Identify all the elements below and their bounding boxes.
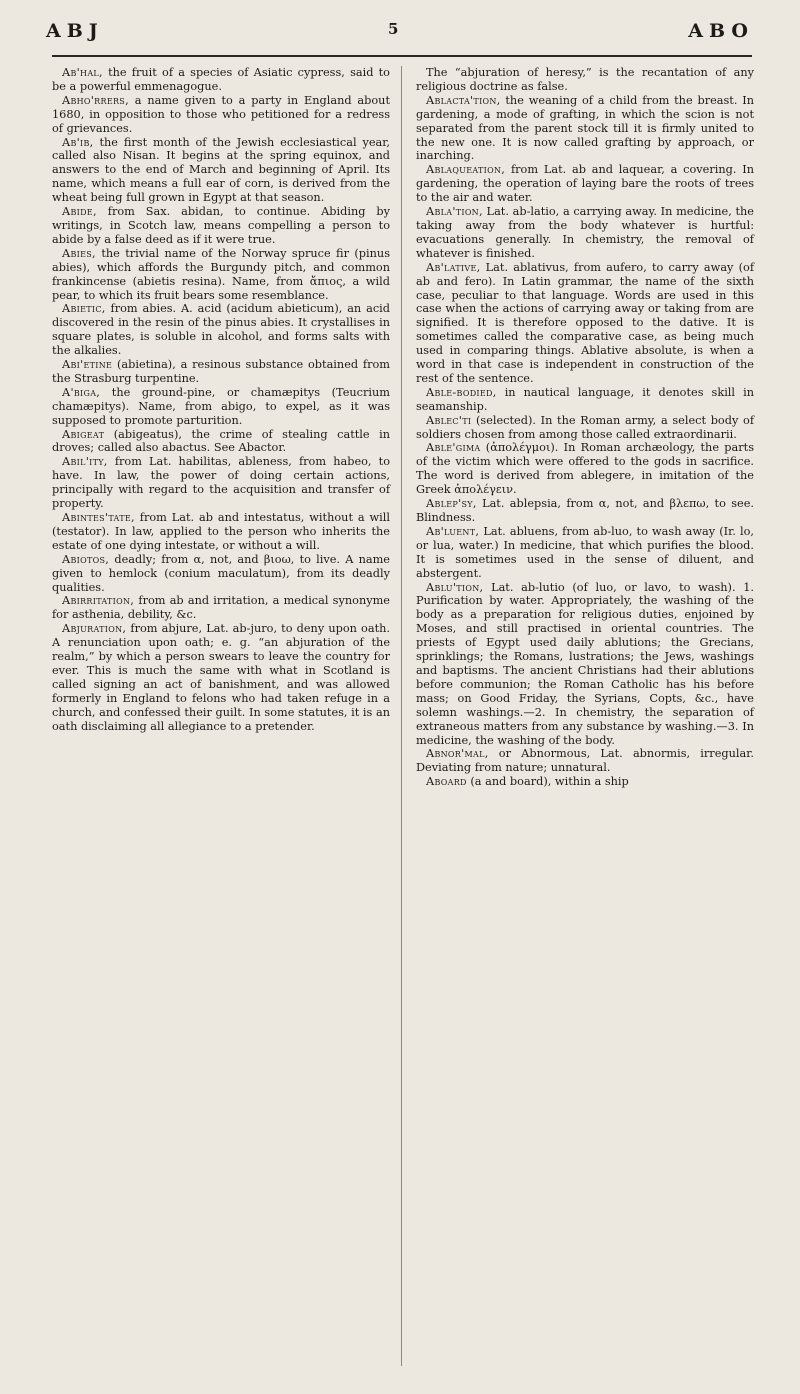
right-column (416, 66, 754, 789)
dictionary-entry (416, 497, 754, 525)
column-divider (401, 66, 402, 1366)
dictionary-entry (416, 747, 754, 775)
dictionary-entry (52, 553, 390, 595)
entry-headword: Abho'rrers, (62, 93, 129, 107)
entry-definition: from ab and irritation, a medical synonyme for asthenia, debility, &c. (52, 594, 390, 622)
entry-headword: Abide, (62, 205, 97, 219)
entry-headword: Abirritation, (62, 594, 135, 608)
dictionary-entry (416, 163, 754, 205)
entry-headword: Abiotos, (62, 552, 110, 566)
entry-definition: the weaning of a child from the breast. In gardening, a mode of grafting, in which the scion is not separated from the parent stock till it is firmly united to the new one. It is now called grafting by approach, or inarching. (416, 93, 754, 163)
entry-headword: Abla'tion, (426, 205, 483, 219)
left-column (52, 66, 390, 734)
entry-headword: Abjuration, (62, 622, 127, 636)
entry-headword: Abi'etine (62, 358, 113, 372)
entry-definition: the trivial name of the Norway spruce fir (pinus abies), which affords the Burgundy pitch, and common frankincense (abietis resina). Name, from ἄπιος, a wild pear, to which its fruit bears some resemblance. (52, 246, 390, 302)
dictionary-entry (52, 247, 390, 303)
dictionary-entry (416, 205, 754, 261)
dictionary-entry (52, 302, 390, 358)
dictionary-entry (52, 66, 390, 94)
entry-definition: from Lat. habilitas, ableness, from habeo, to have. In law, the power of doing certain actions, principally with regard to the acquisition and transfer of property. (52, 455, 390, 511)
header-left-guideword: ABJ (46, 20, 104, 42)
entry-headword: Abnor'mal, (426, 747, 489, 761)
dictionary-entry (416, 94, 754, 164)
dictionary-entry (52, 386, 390, 428)
dictionary-entry (52, 358, 390, 386)
dictionary-entry (416, 775, 754, 789)
dictionary-entry (52, 511, 390, 553)
entry-headword: Ab'luent, (426, 524, 480, 538)
entry-definition: in nautical language, it denotes skill in seamanship. (416, 385, 754, 413)
entry-headword: Ab'lative, (426, 260, 481, 274)
header-right-guideword: ABO (688, 20, 754, 42)
entry-headword: Ablacta'tion, (426, 93, 501, 107)
entry-definition: Lat. ab-latio, a carrying away. In medicine, the taking away from the body whatever is hurtful: evacuations generally. In chemistry, the removal of whatever is finished. (416, 205, 754, 260)
entry-definition: Lat. ab-lutio (of luo, or lavo, to wash). 1. Purification by water. Appropriately, the washing of the body as a preparation for religious duties, enjoined by Moses, and still practised in oriental countries. The priests of Egypt used daily ablutions; the Grecians, sprinklings; the Romans, lustrations; the Jews, washings and baptisms. The ancient Christians had their ablutions before communion; the Roman Catholic has his before mass; on Good Friday, the Syrians, Copts, &c., have solemn washings.—2. In chemistry, the separation of extraneous matters from any substance by washing.—3. In medicine, the washing of the body. (416, 580, 754, 747)
entry-headword: Ablep'sy, (426, 497, 477, 511)
entry-headword: Ablaqueation, (426, 163, 506, 177)
dictionary-entry (52, 455, 390, 511)
entry-definition: deadly; from α, not, and βιοω, to live. A name given to hemlock (conium maculatum), from its deadly qualities. (52, 552, 390, 594)
entry-definition: (abigeatus), the crime of stealing cattle in droves; called also abactus. See Abactor. (52, 427, 390, 455)
entry-headword: Able'gima (426, 441, 481, 455)
running-header (40, 16, 760, 52)
entry-definition: the fruit of a species of Asiatic cypress, said to be a powerful emmenagogue. (52, 66, 390, 93)
entry-definition: the ground-pine, or chamæpitys (Teucrium chamæpitys). Name, from abigo, to expel, as it was supposed to promote parturition. (52, 385, 390, 427)
entry-headword: Abietic, (62, 302, 106, 316)
entry-definition: from Lat. ab and laquear, a covering. In gardening, the operation of laying bare the roots of trees to the air and water. (416, 163, 754, 205)
entry-definition: from abjure, Lat. ab-juro, to deny upon oath. A renunciation upon oath; e. g. “an abjuration of the realm,” by which a person swears to leave the country for ever. This is much the same with what in Scotland is called signing an act of banishment, and was allowed formerly in England to felons who had taken refuge in a church, and confessed their guilt. In some statutes, it is an oath disclaiming all allegiance to a pretender. (52, 622, 390, 733)
entry-definition: The “abjuration of heresy,” is the recantation of any religious doctrine as false. (416, 66, 754, 93)
entry-headword: Ab'ib, (62, 135, 94, 149)
entry-definition: from Lat. ab and intestatus, without a will (testator). In law, applied to the person who inherits the estate of one dying intestate, or without a will. (52, 511, 390, 552)
dictionary-entry (52, 594, 390, 622)
entry-definition: Lat. ablativus, from aufero, to carry away (of ab and fero). In Latin grammar, the name of the sixth case, peculiar to that language. Words are used in this case when the actions of carrying away or taking from are signified. It is therefore opposed to the dative. It is sometimes called the comparative case, as being much used in comparing things. Ablative absolute, is when a word in that case is independent in construction of the rest of the sentence. (416, 260, 754, 385)
entry-definition: or Abnormous, Lat. abnormis, irregular. Deviating from nature; unnatural. (416, 747, 754, 775)
entry-definition: (selected). In the Roman army, a select body of soldiers chosen from among those called extraordinarii. (416, 413, 754, 441)
entry-definition: a name given to a party in England about 1680, in opposition to those who petitioned for a redress of grievances. (52, 93, 390, 135)
entry-definition: (abietina), a resinous substance obtained from the Strasburg turpentine. (52, 358, 390, 385)
entry-definition: from Sax. abidan, to continue. Abiding by writings, in Scotch law, means compelling a person to abide by a false deed as if it were true. (52, 205, 390, 246)
dictionary-entry (52, 205, 390, 247)
dictionary-entry (416, 441, 754, 497)
dictionary-entry (416, 525, 754, 581)
dictionary-entry (416, 581, 754, 748)
entry-definition: (ἀπολέγμοι). In Roman archæology, the parts of the victim which were offered to the gods in sacrifice. The word is derived from ablegere, in imitation of the Greek ἀπολέγειν. (416, 441, 754, 497)
dictionary-entry (416, 261, 754, 386)
dictionary-entry (52, 428, 390, 456)
entry-headword: Ab'hal, (62, 66, 103, 79)
entry-headword: Able-bodied, (426, 385, 497, 399)
page-number: 5 (388, 20, 399, 38)
dictionary-entry (52, 136, 390, 206)
entry-definition: the first month of the Jewish ecclesiastical year, called also Nisan. It begins at the spring equinox, and answers to the end of March and beginning of April. Its name, which means a full ear of corn, is derived from the wheat being full grown in Egypt at that season. (52, 135, 390, 205)
entry-definition: from abies. A. acid (acidum abieticum), an acid discovered in the resin of the pinus abies. It crystallises in square plates, is soluble in alcohol, and forms salts with the alkalies. (52, 302, 390, 358)
entry-definition: Lat. abluens, from ab-luo, to wash away (Ir. lo, or lua, water.) In medicine, that which purifies the blood. It is sometimes used in the sense of diluent, and abstergent. (416, 524, 754, 580)
entry-definition: (a and board), within a ship (466, 775, 629, 789)
entry-headword: Abies, (62, 246, 96, 260)
entry-headword: Abil'ity, (62, 455, 108, 469)
dictionary-entry (416, 66, 754, 94)
entry-headword: Ablec'ti (426, 413, 472, 427)
entry-headword: Ablu'tion, (426, 580, 484, 594)
entry-headword: Abigeat (62, 427, 105, 441)
dictionary-entry (416, 386, 754, 414)
header-rule (52, 55, 752, 57)
entry-headword: Aboard (426, 775, 467, 789)
dictionary-entry (416, 414, 754, 442)
dictionary-entry (52, 622, 390, 733)
entry-headword: Abintes'tate, (62, 511, 135, 524)
dictionary-entry (52, 94, 390, 136)
entry-headword: A'biga, (62, 385, 101, 399)
entry-definition: Lat. ablepsia, from α, not, and βλεπω, to see. Blindness. (416, 497, 754, 524)
